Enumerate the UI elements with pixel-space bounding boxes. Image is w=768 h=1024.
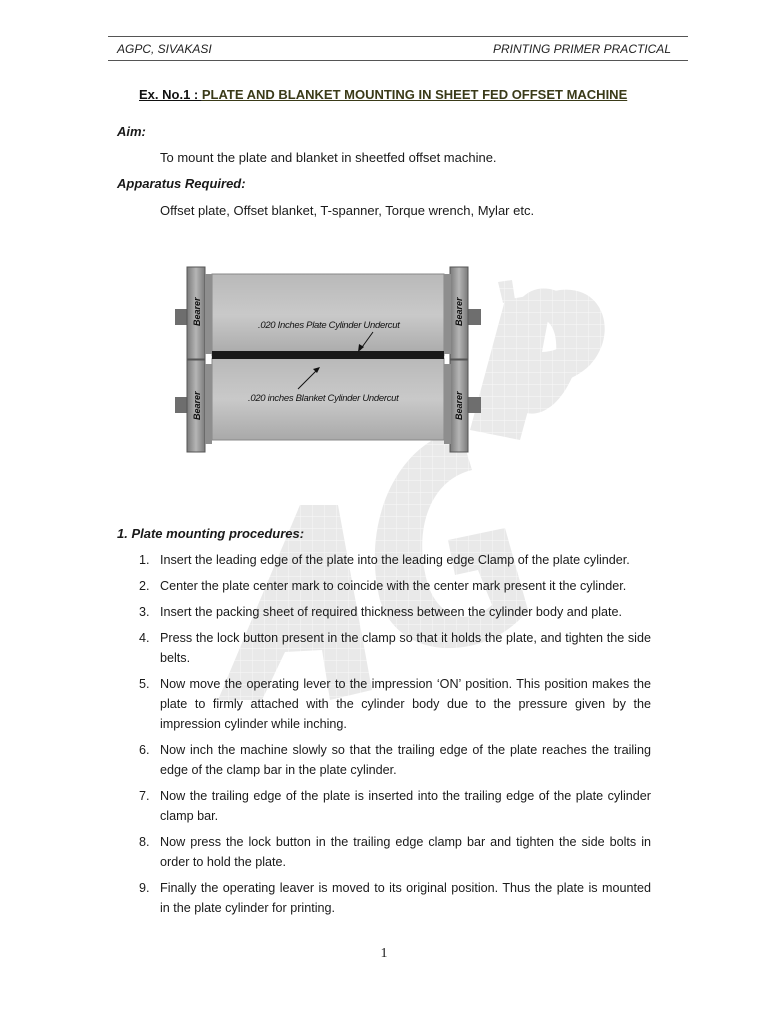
step-number: 1. (139, 553, 150, 567)
header-rule-top (108, 36, 688, 37)
shaft-right-bottom (468, 397, 481, 413)
procedure-step (139, 740, 651, 780)
step-text: Center the plate center mark to coincide with the center mark present it the cylinder. (160, 579, 627, 593)
procedure-step (139, 674, 651, 734)
procedure-step (139, 576, 651, 596)
apparatus-heading: Apparatus Required: (117, 176, 246, 191)
step-number: 4. (139, 631, 150, 645)
step-number: 6. (139, 743, 150, 757)
page-number: 1 (380, 946, 388, 961)
plate-cylinder-body (212, 274, 444, 356)
step-text: Insert the leading edge of the plate into the leading edge Clamp of the plate cylinder. (160, 553, 630, 567)
procedure-step (139, 878, 651, 918)
header-right: PRINTING PRIMER PRACTICAL (492, 42, 671, 56)
step-text: Now move the operating lever to the impression ‘ON’ position. This position makes the plate to firmly attached with the cylinder body due to the pressure given by the impression cylinder while inching. (160, 677, 651, 731)
bearer-left-top-inner (205, 274, 212, 354)
bearer-label-right-top: Bearer (454, 297, 464, 326)
step-text: Insert the packing sheet of required thickness between the cylinder body and plate. (160, 605, 623, 619)
apparatus-text: Offset plate, Offset blanket, T-spanner, Torque wrench, Mylar etc. (160, 203, 535, 218)
step-number: 3. (139, 605, 150, 619)
aim-text: To mount the plate and blanket in sheetfed offset machine. (160, 150, 497, 165)
exercise-name: PLATE AND BLANKET MOUNTING IN SHEET FED OFFSET MACHINE (201, 87, 628, 102)
undercut-gap (212, 351, 444, 359)
header-left: AGPC, SIVAKASI (117, 42, 212, 56)
cylinder-undercut-figure (170, 262, 490, 458)
bearer-label-left-bottom: Bearer (192, 391, 202, 420)
step-text: Press the lock button present in the clamp so that it holds the plate, and tighten the side belts. (160, 631, 651, 665)
plate-mounting-steps (139, 550, 651, 924)
procedure-step (139, 628, 651, 668)
aim-heading: Aim: (117, 124, 146, 139)
procedure-step (139, 602, 651, 622)
step-number: 2. (139, 579, 150, 593)
plate-mounting-heading: 1. Plate mounting procedures: (117, 526, 305, 541)
bearer-label-right-bottom: Bearer (454, 391, 464, 420)
header-rule-bottom (108, 60, 688, 61)
exercise-title (139, 87, 627, 102)
procedure-step (139, 832, 651, 872)
step-text: Finally the operating leaver is moved to its original position. Thus the plate is mounted in the plate cylinder for printing. (160, 881, 651, 915)
step-text: Now the trailing edge of the plate is inserted into the trailing edge of the plate cylinder clamp bar. (160, 789, 651, 823)
exercise-number: Ex. No.1 : (139, 87, 202, 102)
step-text: Now press the lock button in the trailing edge clamp bar and tighten the side bolts in order to hold the plate. (160, 835, 651, 869)
procedure-step (139, 786, 651, 826)
bearer-label-left-top: Bearer (192, 297, 202, 326)
step-number: 5. (139, 677, 150, 691)
step-text: Now inch the machine slowly so that the trailing edge of the plate reaches the trailing edge of the clamp bar in the plate cylinder. (160, 743, 651, 777)
bearer-right-top-inner (444, 274, 451, 354)
bearer-right-bottom-inner (444, 364, 451, 444)
plate-undercut-label: .020 Inches Plate Cylinder Undercut (258, 320, 400, 331)
step-number: 8. (139, 835, 150, 849)
bearer-left-bottom-inner (205, 364, 212, 444)
blanket-undercut-label: .020 inches Blanket Cylinder Undercut (248, 393, 399, 404)
shaft-right-top (468, 309, 481, 325)
step-number: 7. (139, 789, 150, 803)
procedure-step (139, 550, 651, 570)
step-number: 9. (139, 881, 150, 895)
